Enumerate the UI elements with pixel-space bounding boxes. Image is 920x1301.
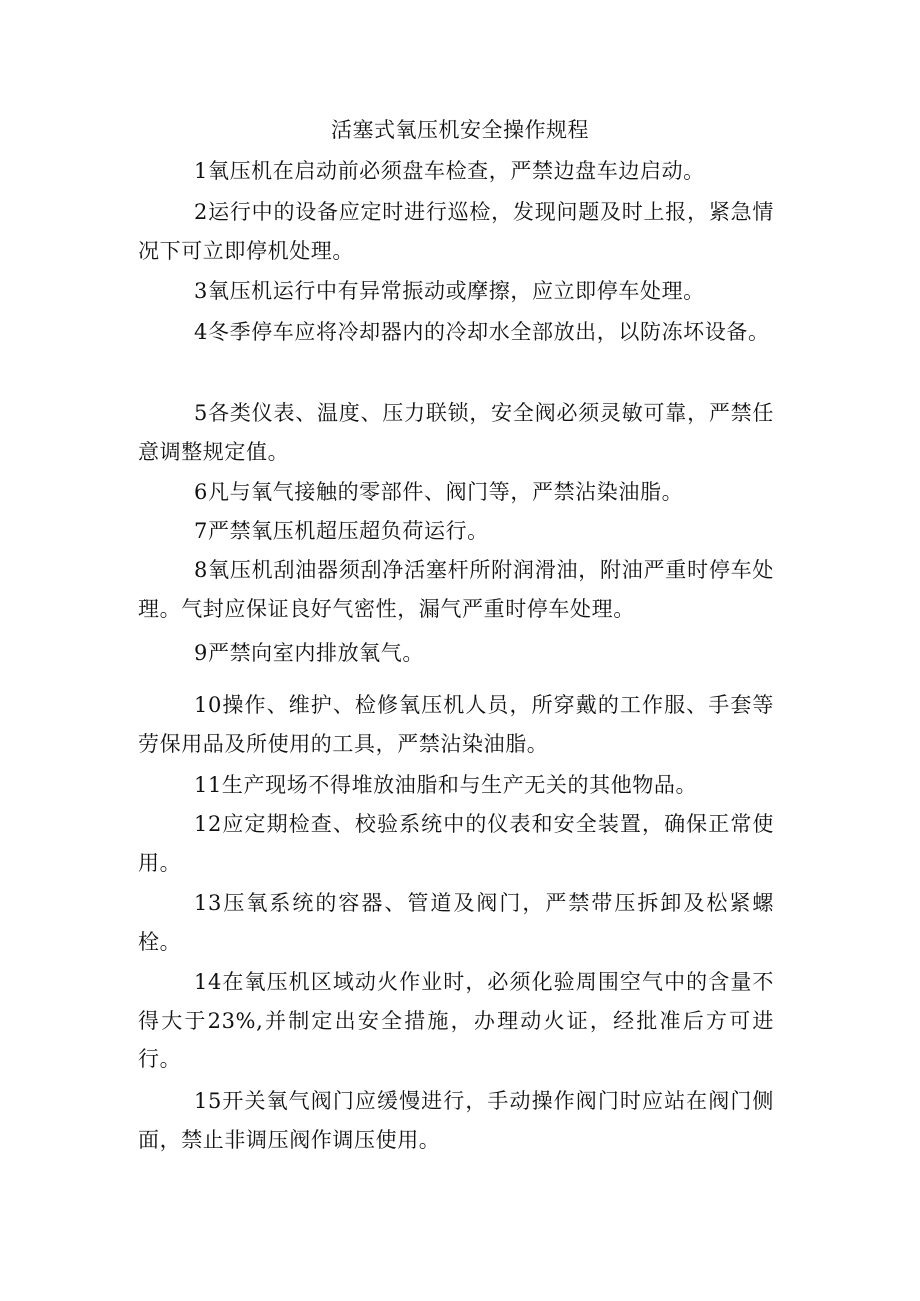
clause-12	[138, 805, 774, 882]
clause-number: 4	[194, 320, 208, 344]
document-title: 活塞式氧压机安全操作规程	[331, 118, 589, 142]
clause-number: 11	[194, 773, 222, 797]
clause-text: 应定期检查、校验系统中的仪表和安全装置，确保正常使用。	[138, 812, 774, 875]
clause-14	[138, 963, 774, 1079]
clause-text: 在氧压机区域动火作业时，必须化验周围空气中的含量不得大于23%,并制定出安全措施，办理动火证，经批准后方可进行。	[138, 970, 774, 1071]
clause-text: 冬季停车应将冷却器内的冷却水全部放出，以防冻坏设备。	[207, 320, 770, 344]
clause-number: 13	[194, 891, 222, 915]
clause-13	[138, 884, 774, 961]
clause-number: 5	[194, 401, 208, 425]
clause-text: 凡与氧气接触的零部件、阀门等，严禁沾染油脂。	[207, 480, 684, 504]
clause-text: 氧压机刮油器须刮净活塞杆所附润滑油，附油严重时停车处理。气封应保证良好气密性，漏气严重时停车处理。	[138, 558, 774, 621]
clause-10	[138, 686, 774, 763]
clause-11	[138, 766, 774, 805]
clause-number: 1	[194, 159, 208, 183]
clause-4	[138, 313, 774, 352]
clause-text: 开关氧气阀门应缓慢进行，手动操作阀门时应站在阀门侧面，禁止非调压阀作调压使用。	[138, 1089, 774, 1152]
clause-text: 严禁氧压机超压超负荷运行。	[207, 519, 489, 543]
clause-number: 2	[194, 200, 208, 224]
clause-number: 15	[194, 1089, 222, 1113]
clause-number: 8	[194, 558, 208, 582]
clause-number: 10	[194, 693, 222, 717]
clause-text: 压氧系统的容器、管道及阀门，严禁带压拆卸及松紧螺栓。	[138, 891, 774, 954]
clause-number: 12	[194, 812, 222, 836]
clause-8	[138, 551, 774, 628]
clause-number: 14	[194, 970, 222, 994]
clause-1	[138, 152, 774, 191]
clause-number: 9	[194, 641, 208, 665]
clause-text: 运行中的设备应定时进行巡检，发现问题及时上报，紧急情况下可立即停机处理。	[138, 200, 774, 263]
clause-text: 操作、维护、检修氧压机人员，所穿戴的工作服、手套等劳保用品及所使用的工具，严禁沾染油脂。	[138, 693, 774, 756]
clause-text: 严禁向室内排放氧气。	[207, 641, 424, 665]
clause-2	[138, 193, 774, 270]
clause-number: 3	[194, 279, 208, 303]
clause-text: 氧压机在启动前必须盘车检查，严禁边盘车边启动。	[207, 159, 705, 183]
clause-6	[138, 473, 774, 512]
clause-text: 氧压机运行中有异常振动或摩擦，应立即停车处理。	[207, 279, 705, 303]
clause-9	[138, 634, 774, 673]
clause-7	[138, 512, 774, 551]
clause-number: 7	[194, 519, 208, 543]
clause-15	[138, 1082, 774, 1159]
clause-text: 各类仪表、温度、压力联锁，安全阀必须灵敏可靠，严禁任意调整规定值。	[138, 401, 774, 464]
clause-3	[138, 272, 774, 311]
clause-5	[138, 394, 774, 471]
clause-number: 6	[194, 480, 208, 504]
clause-text: 生产现场不得堆放油脂和与生产无关的其他物品。	[221, 773, 698, 797]
